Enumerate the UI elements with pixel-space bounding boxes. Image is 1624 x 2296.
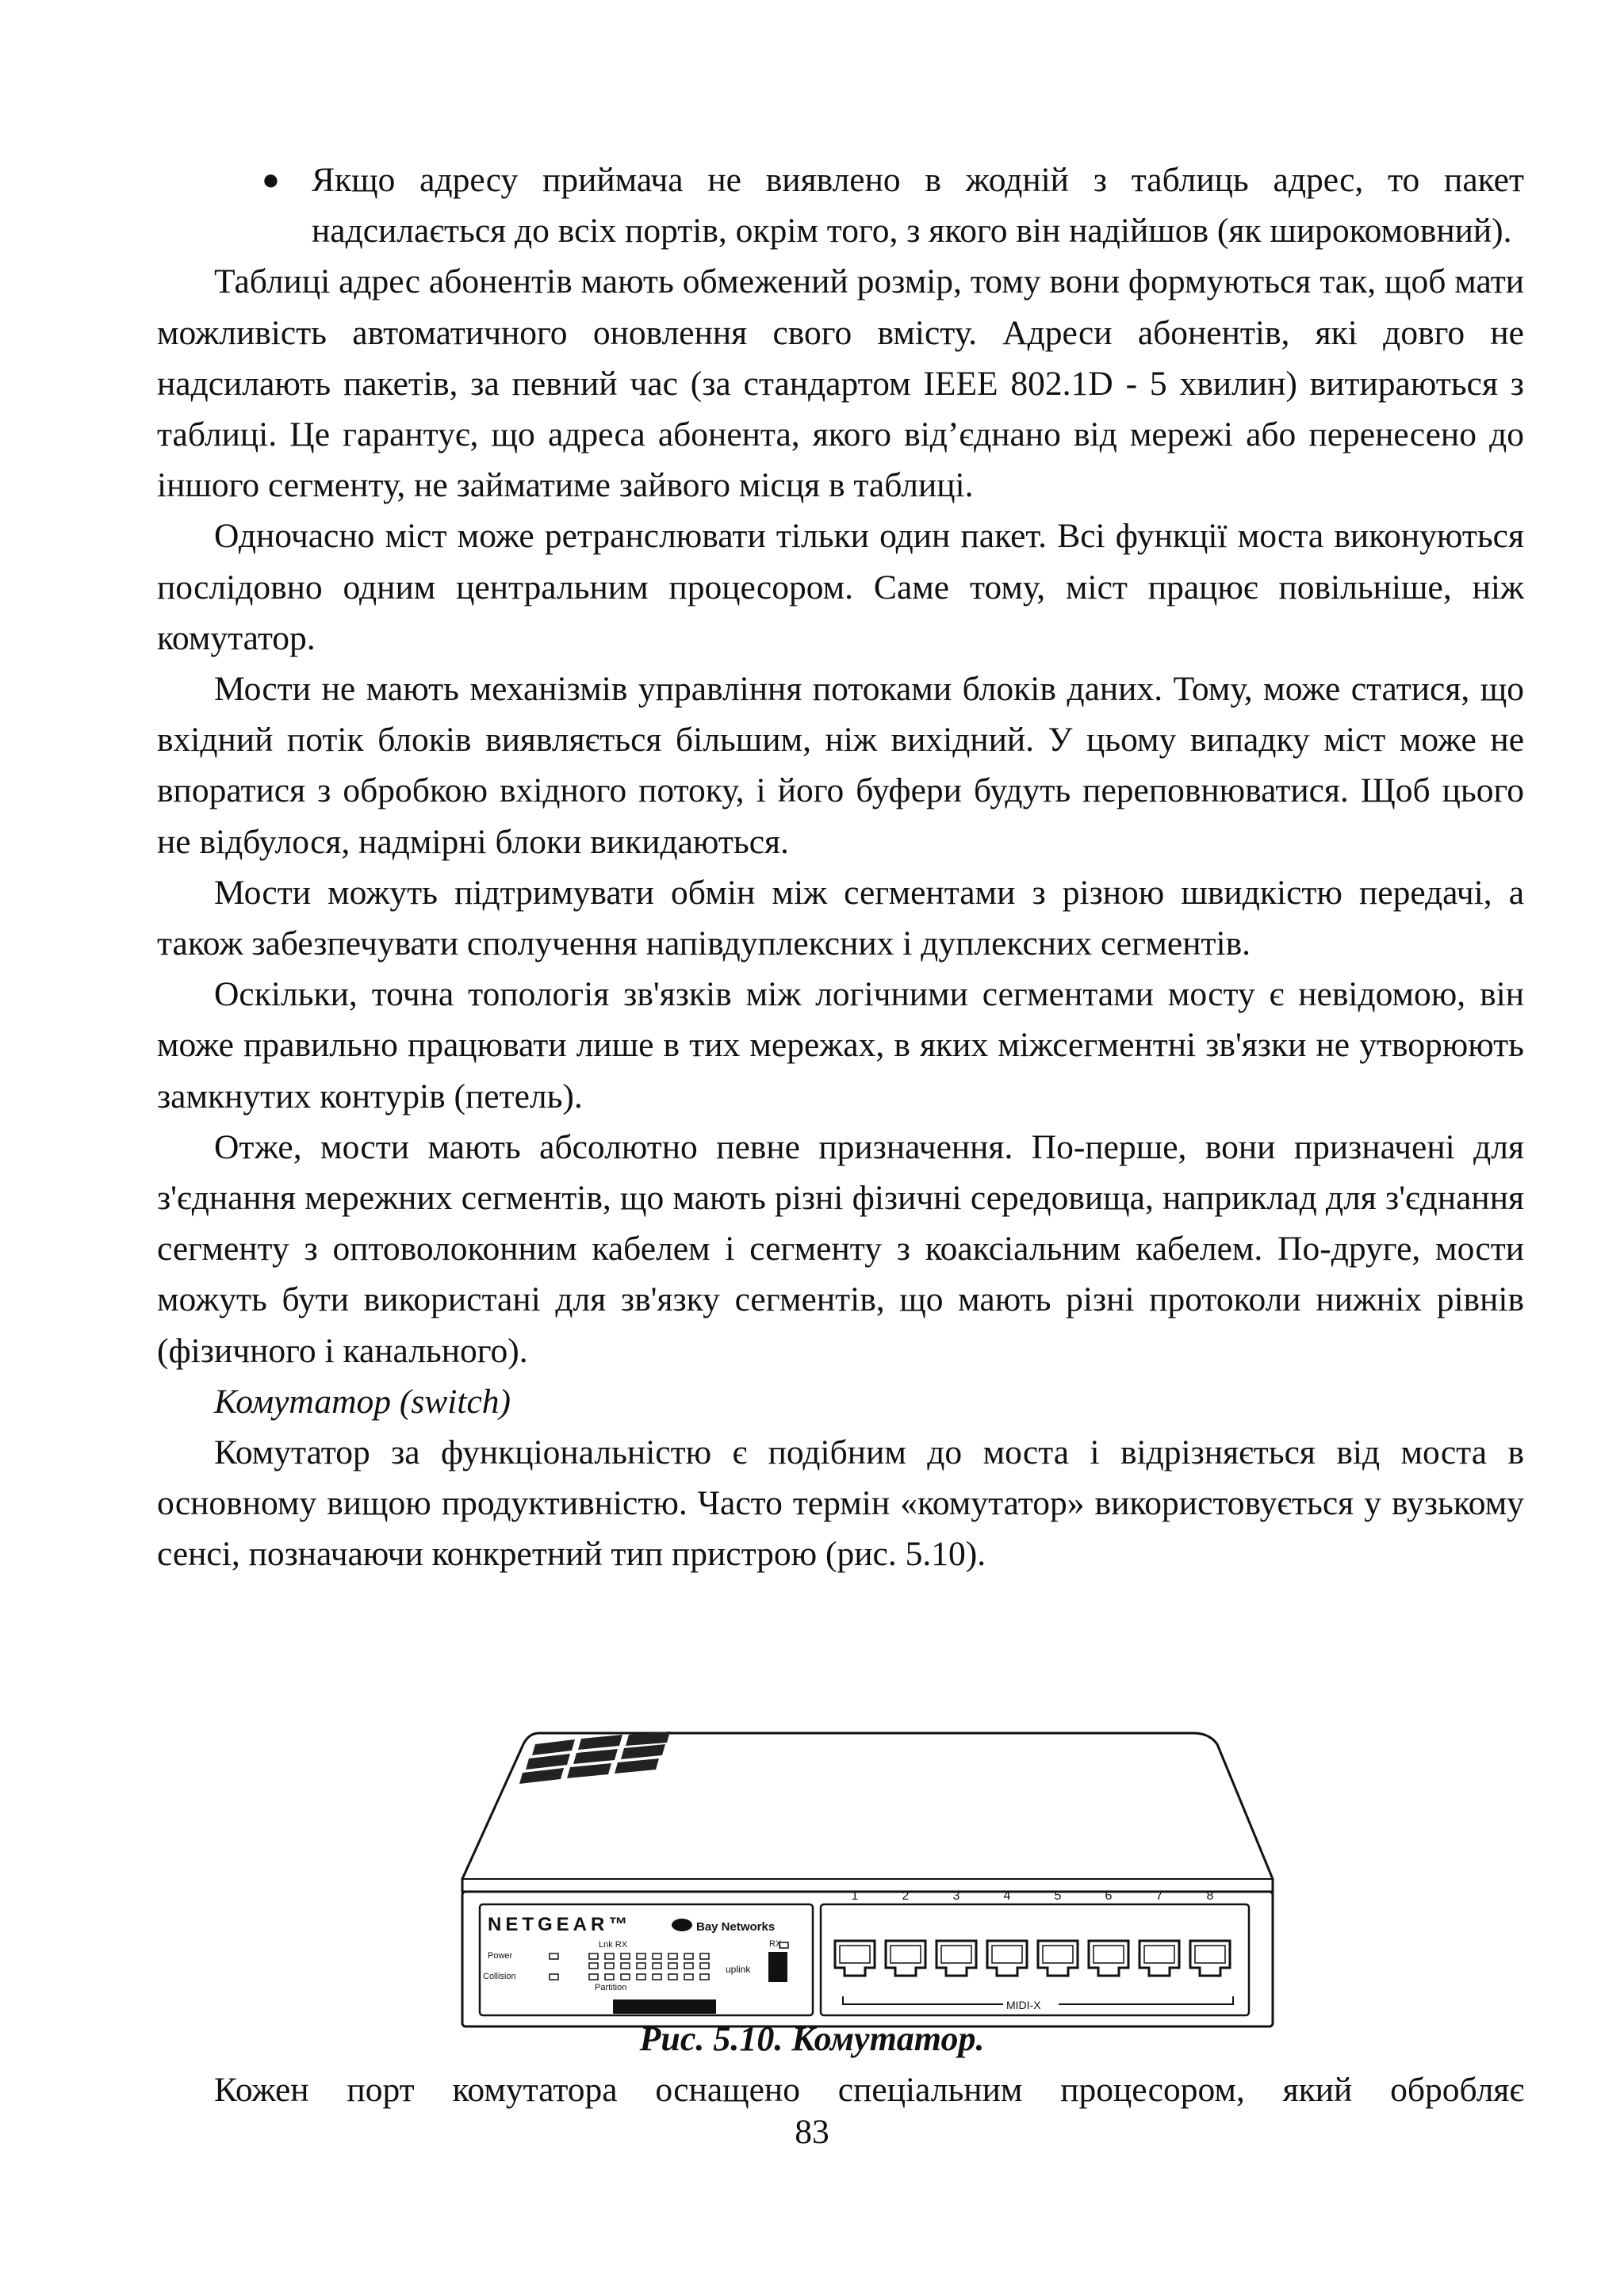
port-number-6: 6 bbox=[1105, 1889, 1113, 1903]
led-r0-1 bbox=[605, 1954, 614, 1959]
paragraph-topology: Оскільки, точна топологія зв'язків між логічними сегментами мосту є невідомою, він може правильно працювати лише в тих мережах, в яких міжсегментні зв'язки не утворюють замкнутих контурів (петель). bbox=[157, 975, 1524, 1115]
port-number-7: 7 bbox=[1155, 1889, 1163, 1903]
bullet-item bbox=[157, 155, 1524, 256]
rj45-port-inner-6 bbox=[1094, 1946, 1124, 1963]
model-plate bbox=[613, 1999, 716, 2014]
paragraph-purpose: Отже, мости мають абсолютно певне призначення. По-перше, вони призначені для з'єднання мережних сегментів, що мають різні фізичні середовища, наприклад для з'єднання сегменту з оптоволоконним кабелем і сегменту з коаксіальним кабелем. По-друге, мости можуть бути використані для зв'язку сегментів, що мають різні протоколи нижніх рівнів (фізичного і канального). bbox=[157, 1127, 1524, 1370]
brand-label: NETGEAR™ bbox=[488, 1914, 632, 1935]
led-r0-6 bbox=[684, 1954, 693, 1959]
led-r0-7 bbox=[700, 1954, 709, 1959]
led-r2-5 bbox=[668, 1974, 677, 1980]
led-r1-3 bbox=[637, 1963, 645, 1969]
led-r1-1 bbox=[605, 1963, 614, 1969]
paragraph-speed: Мости можуть підтримувати обмін між сегментами з різною швидкістю передачі, а також забезпечувати сполучення напівдуплексних і дуплексних сегментів. bbox=[157, 873, 1524, 963]
port-number-5: 5 bbox=[1054, 1889, 1062, 1903]
port-row bbox=[835, 1889, 1230, 1976]
midi-x-label: MIDI-X bbox=[1006, 1999, 1041, 2011]
rj45-port-inner-7 bbox=[1144, 1946, 1174, 1963]
bullet-dot: ● bbox=[262, 163, 280, 197]
power-label: Power bbox=[488, 1951, 513, 1961]
uplink-switch bbox=[768, 1952, 787, 1982]
paragraph-port-processor: Кожен порт комутатора оснащено спеціальним процесором, який обробляє bbox=[214, 2071, 1524, 2109]
link-rx-label: Lnk RX bbox=[599, 1940, 628, 1950]
paragraph-single-packet: Одночасно міст може ретранслювати тільки один пакет. Всі функції моста виконуються послідовно одним центральним процесором. Саме тому, міст працює повільніше, ніж комутатор. bbox=[157, 517, 1524, 657]
switch-figure bbox=[456, 1728, 1277, 2030]
page-number: 83 bbox=[795, 2113, 829, 2151]
rj45-port-inner-8 bbox=[1195, 1946, 1225, 1963]
bay-networks-logo bbox=[672, 1919, 775, 1934]
figure-caption: Рис. 5.10. Комутатор. bbox=[639, 2019, 985, 2058]
led-r2-3 bbox=[637, 1974, 645, 1980]
led-r0-3 bbox=[637, 1954, 645, 1959]
led-r2-1 bbox=[605, 1974, 614, 1980]
status-leds bbox=[550, 1942, 788, 1980]
port-number-4: 4 bbox=[1003, 1889, 1011, 1903]
port-number-8: 8 bbox=[1206, 1889, 1214, 1903]
led-r1-2 bbox=[621, 1963, 630, 1969]
port-number-1: 1 bbox=[851, 1889, 859, 1903]
led-r2-7 bbox=[700, 1974, 709, 1980]
rj45-port-inner-1 bbox=[840, 1946, 870, 1963]
led-r1-7 bbox=[700, 1963, 709, 1969]
led-r1-4 bbox=[653, 1963, 661, 1969]
led-r0-0 bbox=[589, 1954, 598, 1959]
port-number-3: 3 bbox=[952, 1889, 960, 1903]
uplink-label: uplink bbox=[726, 1964, 751, 1975]
paragraph-switch-intro: Комутатор за функціональністю є подібним до моста і відрізняється від моста в основному вищою продуктивністю. Часто термін «комутатор» використовується у вузькому сенсі, позначаючи конкретний тип пристрою (рис. 5.10). bbox=[157, 1433, 1524, 1574]
led-single-1 bbox=[550, 1974, 558, 1980]
led-single-0 bbox=[550, 1954, 558, 1959]
led-r1-6 bbox=[684, 1963, 693, 1969]
rx-label: RX bbox=[769, 1939, 782, 1949]
led-r0-5 bbox=[668, 1954, 677, 1959]
rj45-port-inner-3 bbox=[941, 1946, 971, 1963]
led-r2-4 bbox=[653, 1974, 661, 1980]
port-number-2: 2 bbox=[902, 1889, 910, 1903]
rj45-port-inner-2 bbox=[891, 1946, 921, 1963]
rj45-port-inner-5 bbox=[1043, 1946, 1073, 1963]
page-body bbox=[157, 155, 1524, 1580]
paragraph-flow-control: Мости не мають механізмів управління потоками блоків даних. Тому, може статися, що вхідний потік блоків виявляється більшим, ніж вихідний. У цьому випадку міст може не впоратися з обробкою вхідного потоку, і його буфери будуть переповнюватися. Щоб цього не відбулося, надмірні блоки викидаються. bbox=[157, 670, 1524, 861]
led-r1-0 bbox=[589, 1963, 598, 1969]
collision-label: Collision bbox=[483, 1972, 516, 1981]
led-r2-2 bbox=[621, 1974, 630, 1980]
led-r2-0 bbox=[589, 1974, 598, 1980]
led-r0-2 bbox=[621, 1954, 630, 1959]
led-r1-5 bbox=[668, 1963, 677, 1969]
led-r2-6 bbox=[684, 1974, 693, 1980]
bullet-text: Якщо адресу приймача не виявлено в жодній з таблиць адрес, то пакет надсилається до всіх портів, окрім того, з якого він надійшов (як широкомовний). bbox=[312, 161, 1524, 251]
led-r0-4 bbox=[653, 1954, 661, 1959]
rj45-port-inner-4 bbox=[992, 1946, 1022, 1963]
section-heading-switch: Комутатор (switch) bbox=[214, 1382, 511, 1421]
paragraph-address-tables: Таблиці адрес абонентів мають обмежений розмір, тому вони формуються так, щоб мати можливість автоматичного оновлення свого вмісту. Адреси абонентів, які довго не надсилають пакетів, за певний час (за стандартом IEEE 802.1D - 5 хвилин) витираються з таблиці. Це гарантує, що адреса абонента, якого від’єднано від мережі або перенесено до іншого сегменту, не займатиме зайвого місця в таблиці. bbox=[157, 262, 1524, 505]
partition-label: Partition bbox=[595, 1983, 627, 1992]
partner-label: Bay Networks bbox=[696, 1920, 776, 1934]
